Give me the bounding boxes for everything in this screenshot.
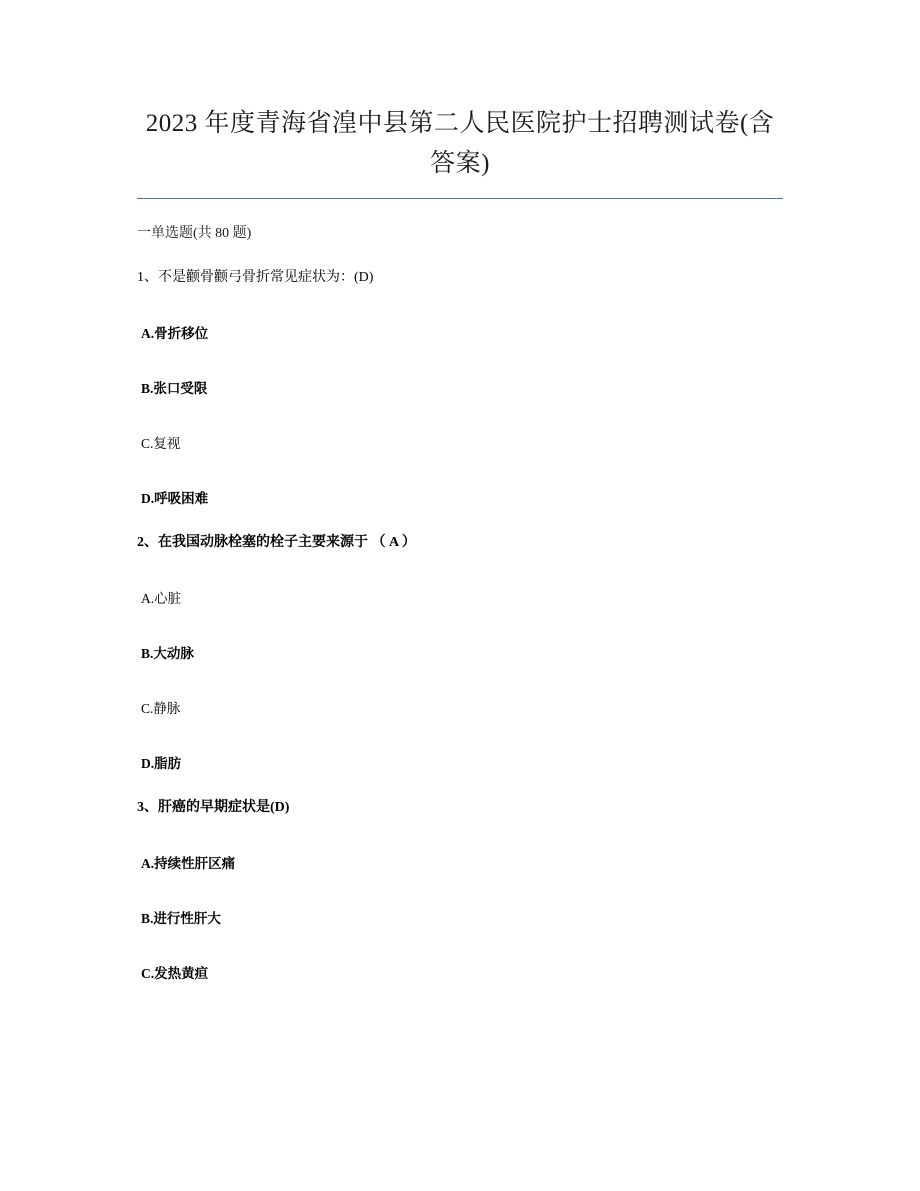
option-item: C.静脉 [141,701,181,716]
question-stem: 3、肝癌的早期症状是(D) [137,800,290,815]
option-item: C.复视 [141,436,181,451]
option-item: D.脂肪 [141,756,182,771]
option-item: A.持续性肝区痛 [141,856,236,871]
option-item: B.进行性肝大 [141,911,221,926]
section-heading: 一单选题(共 80 题) [137,226,252,241]
option-item: A.心脏 [141,591,182,606]
option-item: A.骨折移位 [141,326,209,341]
option-item: B.大动脉 [141,646,194,661]
question-stem: 1、不是颧骨颧弓骨折常见症状为：(D) [137,270,374,285]
option-item: C.发热黄疸 [141,966,209,981]
option-item: B.张口受限 [141,381,208,396]
question-stem: 2、在我国动脉栓塞的栓子主要来源于 （ A ） [137,535,416,550]
title-divider [137,198,783,199]
option-item: D.呼吸困难 [141,491,209,506]
page-title: 2023 年度青海省湟中县第二人民医院护士招聘测试卷(含答案) [145,110,775,177]
